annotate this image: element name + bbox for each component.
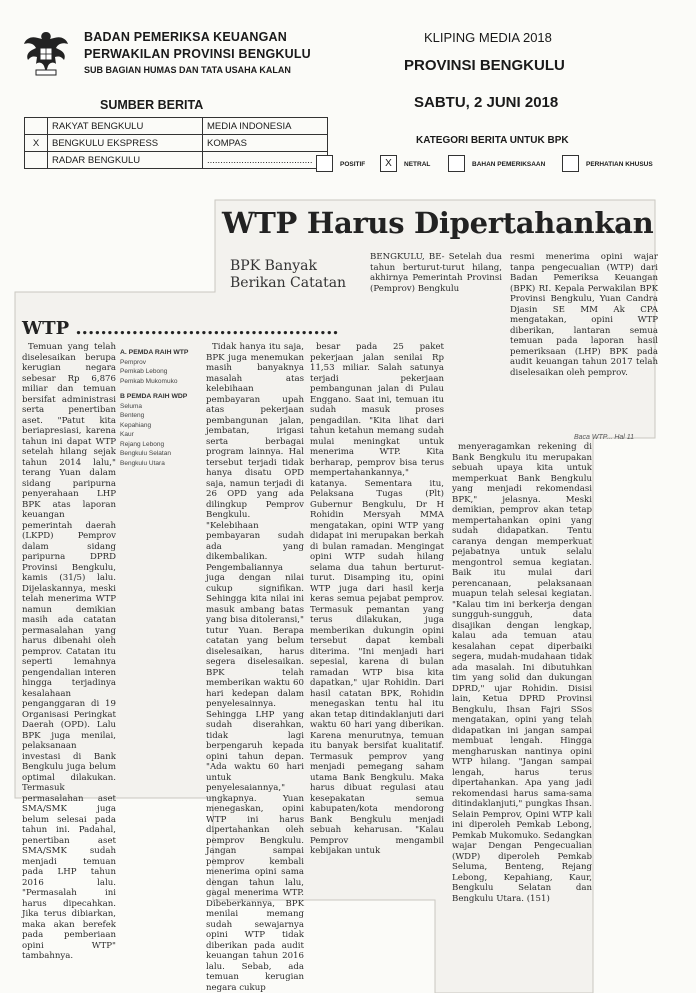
table-row: [25, 135, 328, 152]
article-headline: WTP Harus Dipertahankan: [222, 206, 654, 240]
source-name: BENGKULU EKSPRESS: [48, 135, 203, 152]
category-title: KATEGORI BERITA UNTUK BPK: [416, 135, 569, 146]
source-name: MEDIA INDONESIA: [203, 118, 328, 135]
article-column-2: Tidak hanya itu saja, BPK juga menemukan masih banyaknya masalah atas kelebihaan pembayaran upah atas pekerjaan pembangunan jalan, jembatan, irigasi serta berbagai program lainnya. Hal tersebut terjadi tidak hanya disatu OPD saja, namun terjadi di 26 OPD yang ada dilingkup Pemprov Bengkulu. "Kelebihaan pembayaran sudah ada yang dikembalikan. Pengembaliannya juga dengan nilai cukup signifikan. Sehingga kita nilai ini masuk ambang batas yang bisa ditoleransi," tutur Yuan. Berapa catatan yang belum diselesaikan, harus segera diselesaikan. BPK telah memberikan waktu 60 hari kedepan dalam penyelesainnya. Sehingga LHP yang sudah diserahkan, tidak lagi berpengaruh kepada opini tahun depan. "Ada waktu 60 hari untuk penyelesaiannya," ungkapnya. Yuan menegaskan, opini WTP ini harus dipertahankan oleh pemprov Bengkulu. Jangan sampai pemprov kembali menerima opini sama dengan tahun lalu, gagal menerima WTP. Dibeberkannya, BPK menilai memang sudah sewajarnya opini WTP tidak diberikan pada audit keuangan tahun 2016 lalu. Sebab, ada temuan kerugian negara cukup: [206, 342, 304, 993]
article-lead: BENGKULU, BE- Setelah dua tahun berturut-turut hilang, akhirnya Pemerintah Provinsi (Pemprov) Bengkulu: [370, 252, 502, 294]
category-checkbox-netral: X: [380, 155, 397, 172]
category-label: NETRAL: [404, 161, 431, 168]
article-kicker: WTP ..........................................: [22, 318, 339, 339]
source-name: ........................................: [203, 152, 328, 169]
continued-reference: Baca WTP... Hal 11: [574, 434, 635, 441]
category-label: BAHAN PEMERIKSAAN: [472, 161, 546, 168]
kliping-label: KLIPING MEDIA 2018: [424, 30, 552, 45]
source-name: RAKYAT BENGKULU: [48, 118, 203, 135]
info-box: A. PEMDA RAIH WTP Pemprov Pemkab Lebong Pemkab Mukomuko B PEMDA RAIH WDP Seluma Benteng Kepahiang Kaur Rejang Lebong Bengkulu Selatan Bengkulu Utara: [120, 349, 189, 467]
org-branch: PERWAKILAN PROVINSI BENGKULU: [84, 47, 311, 61]
article-column-right-top: resmi menerima opini wajar tanpa pengecualian (WTP) dari Badan Pemeriksa Keuangan (BPK) RI. Kepala Perwakilan BPK Provinsi Bengkulu, Yuan Candra Djasin SE MM Ak CPA mengatakan, opini WTP diberikan, lantaran semua temuan pada laporan hasil pemeriksaan (LHP) BPK pada audit keuangan tahun 2017 telah diselesaikan oleh pemprov.: [510, 252, 658, 378]
table-row: [25, 152, 328, 169]
source-name: KOMPAS: [203, 135, 328, 152]
article-subhead: BPK Banyak Berikan Catatan: [230, 258, 347, 291]
org-name: BADAN PEMERIKSA KEUANGAN: [84, 30, 287, 44]
org-subdivision: SUB BAGIAN HUMAS DAN TATA USAHA KALAN: [84, 65, 291, 75]
category-checkbox-bahan-pemeriksaan: [448, 155, 465, 172]
category-checkbox-perhatian-khusus: [562, 155, 579, 172]
publication-date: SABTU, 2 JUNI 2018: [414, 94, 559, 111]
category-checkbox-positif: [316, 155, 333, 172]
article-column-4: menyeragamkan rekening di Bank Bengkulu itu merupakan sebuah upaya kita untuk memperkuat Bank Bengkulu yang menjadi rekomendasi BPK," jelasnya. Meski demikian, pemprov akan tetap mempertahankan opini yang sudah didapatkan. Tentu caranya dengan memperkuat pejabatnya untuk selalu mengontrol semua kegiatan. Baik itu mulai dari perencanaan, pelaksanaan muapun telah selesai kegiatan. "Kalau tim ini berkerja dengan sungguh-sungguh, data disajikan dengan lengkap, kalau ada temuan atau kesalahan cepat diperbaiki segera, mudah-mudahaan tidak ada masalah. Ini dibutuhkan tim yang solid dan dukungan DPRD," ujar Rohidin. Disisi lain, Ketua DPRD Provinsi Bengkulu, Ihsan Fajri SSos mengatakan, opini yang telah didapatkan ini jangan sampai membuat lengah. Hingga mengharuskan nantinya opini WTP hilang. "Jangan sampai lengah, harus terus dipertahankan. Apa yang jadi rekomendasi harus sama-sama ditindaklanjuti," pungkas Ihsan. Selain Pemprov, Opini WTP kali ini diperoleh Pemkab Lebong, Pemkab Mukomuko. Sedangkan wajar Dengan Pengecualian (WDP) diperoleh Pemkab Seluma, Benteng, Rejang Lebong, Kepahiang, Kaur, Bengkulu Selatan dan Bengkulu Utara. (151): [452, 442, 592, 904]
source-mark: [25, 118, 48, 135]
source-title: SUMBER BERITA: [100, 98, 204, 112]
article-column-1: Temuan yang telah diselesaikan berupa kerugian negara sebesar Rp 6,876 miliar dan temuan bersifat administrasi serta penertiban aset. "Patut kita beriapresiasi, karena tahun ini dapat WTP setelah hilang sejak tahun 2014 lalu," terang Yuan dalam sidang paripurna penyerahaan LHP BPK atas laporan keuangan pemerintah daerah (LKPD) Pemprov dalam sidang paripurna DPRD Provinsi Bengkulu, kamis (31/5) lalu. Dijelaskannya, meski telah menerima WTP namun demikian masih ada catatan permasalahan yang harus dibenahi oleh pemprov. Catatan itu seperti lemahnya pengendalian interen hingga terjadinya kesalahaan penganggaran di 19 Organisasi Peringkat Daerah (OPD). Lalu BPK juga menilai, pelaksanaan investasi di Bank Bengkulu juga belum optimal dilakukan. Termasuk permasalahan aset SMA/SMK juga belum selesai pada tahun ini. Padahal, penertiban aset SMA/SMK sudah menjadi temuan pada LHP tahun 2016 lalu. "Permasalah ini harus dipecahkan. Jika terus dibiarkan, maka akan berefek pada pemberiaan opini WTP" tambahnya.: [22, 342, 116, 961]
category-label: POSITIF: [340, 161, 366, 168]
category-label: PERHATIAN KHUSUS: [586, 161, 653, 168]
province-title: PROVINSI BENGKULU: [404, 57, 565, 74]
source-table: [24, 117, 328, 169]
source-mark: [25, 152, 48, 169]
source-mark: X: [25, 135, 48, 152]
table-row: [25, 118, 328, 135]
source-name: RADAR BENGKULU: [48, 152, 203, 169]
article-column-3: besar pada 25 paket pekerjaan jalan senilai Rp 11,53 miliar. Salah satunya terjadi pekerjaan pembangunan jalan di Pulau Enggano. Saat ini, temuan itu sudah masuk proses pengadilan. "Kita lihat dari tahun ketahun memang sudah mulai meningkat untuk menerima WTP. Kita berharap, pemprov bisa terus mempertahankannya," katanya. Sementara itu, Pelaksana Tugas (Plt) Gubernur Bengkulu, Dr H Rohidin Mersyah MMA mengatakan, opini WTP yang didapat ini merupakan berkah di bulan ramadan. Mengingat opini WTP sudah hilang selama dua tahun berturut-turut. Disamping itu, opini WTP juga dari hasil kerja keras semua pejabat pemprov. Termasuk pemantan yang terus dilakukan, juga memberikan dukungin opini tersebut dapat kembali diterima. "Ini menjadi hari sepesial, karena di bulan ramadan WTP bisa kita dapatkan," ujar Rohidin. Dari hasil catatan BPK, Rohidin menegaskan tentu hal itu akan tetap ditindaklanjuti dari waktu 60 hari yang diberikan. Karena menurutnya, temuan itu banyak bersifat kualitatif. Termasuk pemprov yang menjadi pemegang saham utama Bank Bengkulu. Maka harus dibuat regulasi atau kesepakatan semua kabupaten/kota mendorong Bank Bengkulu menjadi sebuah keharusan. "Kalau Pemprov mengambil kebijakan untuk: [310, 342, 444, 856]
garuda-emblem-icon: [22, 26, 70, 78]
